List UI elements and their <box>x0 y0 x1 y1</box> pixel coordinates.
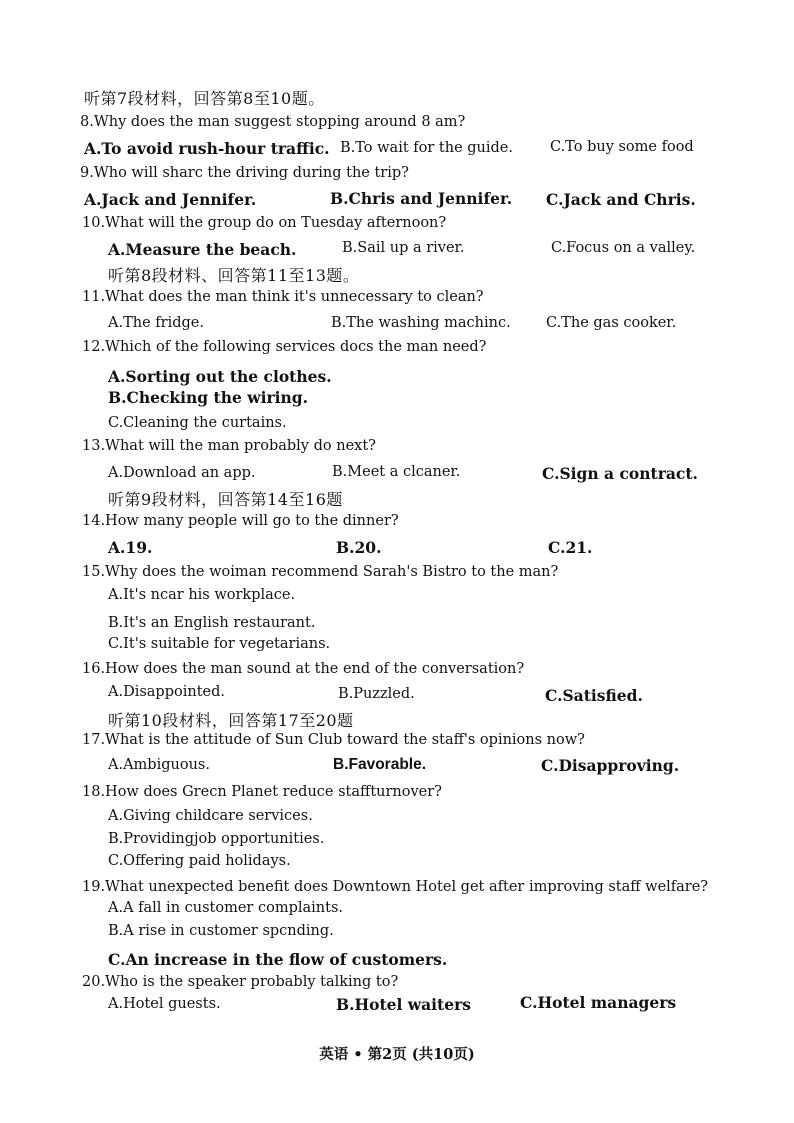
question-20-option-b: B.Hotel waiters <box>336 995 471 1014</box>
question-18-option-c: C.Offering paid holidays. <box>108 853 291 869</box>
question-8-option-b: B.To wait for the guide. <box>340 140 514 156</box>
question-10-option-c: C.Focus on a valley. <box>551 240 696 256</box>
question-10-option-a: A.Measure the beach. <box>108 240 297 259</box>
question-14-option-b: B.20. <box>336 538 382 557</box>
question-20-option-a: A.Hotel guests. <box>108 996 221 1012</box>
question-14-stem: 14.How many people will go to the dinner? <box>82 513 399 529</box>
section-heading-10: 听第10段材料，回答第17至20题 <box>108 711 354 730</box>
question-14-option-a: A.19. <box>108 538 153 557</box>
question-12-option-a: A.Sorting out the clothes. <box>108 367 332 386</box>
question-19-option-b: B.A rise in customer spcnding. <box>108 923 334 939</box>
question-13-option-c: C.Sign a contract. <box>542 464 698 483</box>
question-16-option-b: B.Puzzled. <box>338 686 415 702</box>
question-9-stem: 9.Who will sharc the driving during the trip? <box>80 165 409 181</box>
question-18-stem: 18.How does Grecn Planet reduce staffturnover? <box>82 784 442 800</box>
section-heading-7: 听第7段材料，回答第8至10题。 <box>84 89 325 108</box>
question-17-option-a: A.Ambiguous. <box>108 757 210 773</box>
question-18-option-b: B.Providingjob opportunities. <box>108 831 325 847</box>
page-footer: 英语 • 第2页 (共10页) <box>319 1046 475 1063</box>
question-13-stem: 13.What will the man probably do next? <box>82 438 376 454</box>
question-10-stem: 10.What will the group do on Tuesday afternoon? <box>82 215 447 231</box>
question-9-option-b: B.Chris and Jennifer. <box>330 189 513 208</box>
question-11-option-c: C.The gas cooker. <box>546 315 677 331</box>
question-12-option-b: B.Checking the wiring. <box>108 388 309 407</box>
question-9-option-c: C.Jack and Chris. <box>546 190 696 209</box>
question-18-option-a: A.Giving childcare services. <box>108 808 313 824</box>
question-15-option-b: B.It's an English restaurant. <box>108 615 316 631</box>
question-11-option-a: A.The fridge. <box>108 315 204 331</box>
question-20-stem: 20.Who is the speaker probably talking to? <box>82 974 399 990</box>
question-17-option-b: B.Favorable. <box>333 756 427 773</box>
question-12-option-c: C.Cleaning the curtains. <box>108 415 287 431</box>
question-8-stem: 8.Why does the man suggest stopping around 8 am? <box>80 114 466 130</box>
question-11-stem: 11.What does the man think it's unnecessary to clean? <box>82 289 484 305</box>
question-12-stem: 12.Which of the following services docs the man need? <box>82 339 487 355</box>
question-15-stem: 15.Why does the woiman recommend Sarah's Bistro to the man? <box>82 564 559 580</box>
question-19-option-c: C.An increase in the flow of customers. <box>108 950 448 969</box>
question-17-option-c: C.Disapproving. <box>541 756 680 775</box>
question-15-option-a: A.It's ncar his workplace. <box>108 587 296 603</box>
question-16-stem: 16.How does the man sound at the end of the conversation? <box>82 661 525 677</box>
question-14-option-c: C.21. <box>548 538 593 557</box>
question-17-stem: 17.What is the attitude of Sun Club toward the staff's opinions now? <box>82 732 585 748</box>
question-19-stem: 19.What unexpected benefit does Downtown Hotel get after improving staff welfare? <box>82 879 709 895</box>
question-15-option-c: C.It's suitable for vegetarians. <box>108 636 331 652</box>
question-16-option-a: A.Disappointed. <box>108 684 225 700</box>
question-16-option-c: C.Satisfied. <box>545 686 643 705</box>
question-11-option-b: B.The washing machinc. <box>331 315 511 331</box>
question-8-option-a: A.To avoid rush-hour traffic. <box>84 139 330 158</box>
question-13-option-b: B.Meet a clcaner. <box>332 464 461 480</box>
question-20-option-c: C.Hotel managers <box>520 993 677 1012</box>
question-13-option-a: A.Download an app. <box>108 465 256 481</box>
question-9-option-a: A.Jack and Jennifer. <box>84 190 257 209</box>
section-heading-9: 听第9段材料，回答第14至16题 <box>108 490 343 509</box>
question-8-option-c: C.To buy some food <box>550 139 694 155</box>
question-10-option-b: B.Sail up a river. <box>342 240 465 256</box>
question-19-option-a: A.A fall in customer complaints. <box>108 900 343 916</box>
section-heading-8: 听第8段材料、回答第11至13题。 <box>108 266 360 285</box>
